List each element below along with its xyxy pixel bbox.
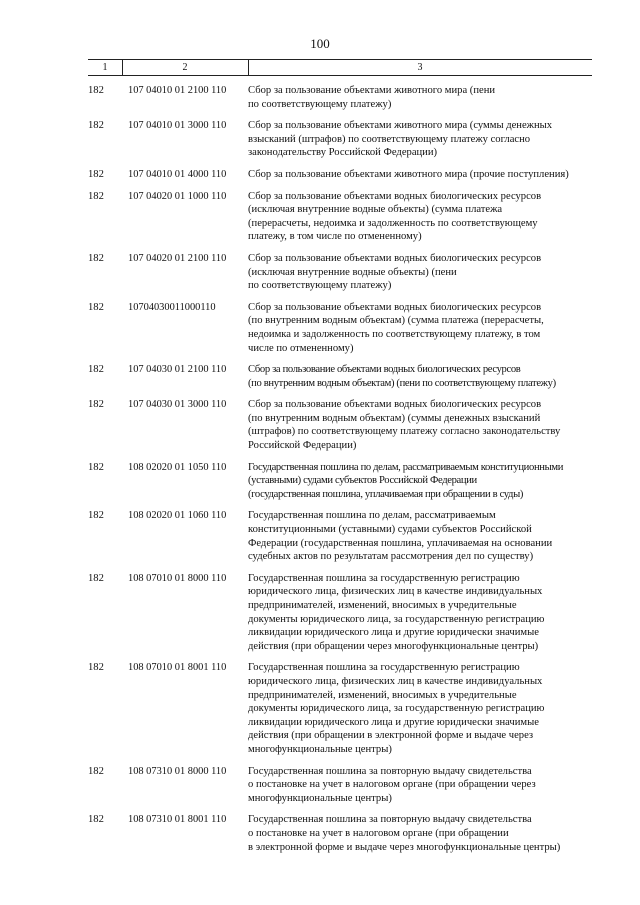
table-body xyxy=(88,84,608,862)
table-row xyxy=(88,363,608,390)
table-row xyxy=(88,461,608,502)
classification-code-cell: 107 04010 01 2100 110 xyxy=(128,85,227,96)
page-number: 100 xyxy=(310,36,330,51)
classification-code-cell: 108 07310 01 8001 110 xyxy=(128,814,227,826)
income-name-cell: Сбор за пользование объектами водных биологических ресурсов (исключая внутренние водные объекты) (сумма платежа (перерасчеты, недоимка и задолженность по соответствующему платежу, в том числе по отмененному) xyxy=(248,190,542,243)
income-name-cell: Государственная пошлина за государственную регистрацию юридического лица, физических лиц в качестве индивидуальных предпринимателей, изменений, вносимых в учредительные документы юридического лица, за государственную регистрацию ликвидации юридического лица и другие юридически значимые действия (при обращении в электронной форме и выдаче через многофункциональные центры) xyxy=(248,662,545,755)
classification-code-cell: 107 04020 01 2100 110 xyxy=(128,252,227,264)
classification-code-cell: 107 04010 01 3000 110 xyxy=(128,120,227,132)
table-row xyxy=(88,119,608,160)
income-name-cell: Сбор за пользование объектами животного мира (суммы денежных взысканий (штрафов) по соответствующему платежу согласно законодательству Российской Федерации) xyxy=(248,120,553,159)
table-row xyxy=(88,509,608,563)
header-col-1: 1 xyxy=(102,62,108,73)
classification-code-cell: 108 07310 01 8000 110 xyxy=(128,765,227,777)
admin-code-cell: 182 xyxy=(88,301,104,313)
classification-code-cell: 107 04020 01 1000 110 xyxy=(128,190,227,202)
admin-code-cell: 182 xyxy=(88,765,104,777)
table-row xyxy=(88,84,608,111)
header-col-3: 3 xyxy=(417,62,423,73)
income-name-cell: Сбор за пользование объектами водных биологических ресурсов (исключая внутренние водные объекты) (пени по соответствующему платежу) xyxy=(248,252,542,292)
classification-code-cell: 108 07010 01 8000 110 xyxy=(128,572,227,584)
income-name-cell: Государственная пошлина за государственную регистрацию юридического лица, физических лиц в качестве индивидуальных предпринимателей, изменений, вносимых в учредительные документы юридического лица, за государственную регистрацию ликвидации юридического лица и другие юридически значимые действия (при обращении через многофункциональные центры) xyxy=(248,572,545,652)
admin-code-cell: 182 xyxy=(88,399,104,411)
table-row xyxy=(88,301,608,355)
admin-code-cell: 182 xyxy=(88,364,104,376)
income-name-cell: Сбор за пользование объектами животного мира (прочие поступления) xyxy=(248,168,569,180)
classification-code-cell: 108 07010 01 8001 110 xyxy=(128,662,227,674)
admin-code-cell: 182 xyxy=(88,120,104,132)
income-name-cell: Сбор за пользование объектами животного мира (пени по соответствующему платежу) xyxy=(248,85,496,110)
table-row xyxy=(88,398,608,452)
income-name-cell: Государственная пошлина за повторную выдачу свидетельства о постановке на учет в налоговом органе (при обращении в электронной форме и выдаче через многофункциональные центры) xyxy=(248,814,561,853)
admin-code-cell: 182 xyxy=(88,510,104,522)
income-name-cell: Государственная пошлина по делам, рассматриваемым конституционными (уставными) судами субъектов Российской Федерации (государственная пошлина, уплачиваемая при обращении в суды) xyxy=(248,461,564,500)
income-name-cell: Государственная пошлина за повторную выдачу свидетельства о постановке на учет в налоговом органе (при обращении через многофункциональные центры) xyxy=(248,765,536,804)
header-col-2: 2 xyxy=(182,62,188,73)
table-row xyxy=(88,252,608,293)
admin-code-cell: 182 xyxy=(88,85,104,96)
income-name-cell: Сбор за пользование объектами водных биологических ресурсов (по внутренним водным объектам) (суммы денежных взысканий (штрафов) по соответствующему платежу согласно законодательству Российской Федерации) xyxy=(248,399,561,452)
admin-code-cell: 182 xyxy=(88,814,104,826)
income-name-cell: Сбор за пользование объектами водных биологических ресурсов (по внутренним водным объектам) (сумма платежа (перерасчеты, недоимка и задолженность по соответствующему платежу, в том числе по отмененному) xyxy=(248,301,544,354)
table-row xyxy=(88,190,608,244)
table-header xyxy=(88,59,592,76)
admin-code-cell: 182 xyxy=(88,168,104,180)
income-name-cell: Сбор за пользование объектами водных биологических ресурсов (по внутренним водным объектам) (пени по соответствующему платежу) xyxy=(248,364,556,389)
classification-code-cell: 108 02020 01 1050 110 xyxy=(128,461,227,473)
classification-code-cell: 10704030011000110 xyxy=(128,301,216,313)
table-row xyxy=(88,168,608,182)
table-row xyxy=(88,661,608,756)
admin-code-cell: 182 xyxy=(88,662,104,674)
classification-code-cell: 108 02020 01 1060 110 xyxy=(128,510,227,522)
income-name-cell: Государственная пошлина по делам, рассматриваемым конституционными (уставными) судами субъектов Российской Федерации (государственная пошлина, уплачиваемая на основании судебных актов по результатам рассмотрения дел по существу) xyxy=(248,510,553,563)
classification-code-cell: 107 04030 01 3000 110 xyxy=(128,399,227,411)
table-row xyxy=(88,813,608,854)
admin-code-cell: 182 xyxy=(88,252,104,264)
classification-code-cell: 107 04030 01 2100 110 xyxy=(128,364,227,376)
admin-code-cell: 182 xyxy=(88,461,104,473)
admin-code-cell: 182 xyxy=(88,572,104,584)
admin-code-cell: 182 xyxy=(88,190,104,202)
table-row xyxy=(88,572,608,654)
table-row xyxy=(88,765,608,806)
classification-code-cell: 107 04010 01 4000 110 xyxy=(128,168,227,180)
